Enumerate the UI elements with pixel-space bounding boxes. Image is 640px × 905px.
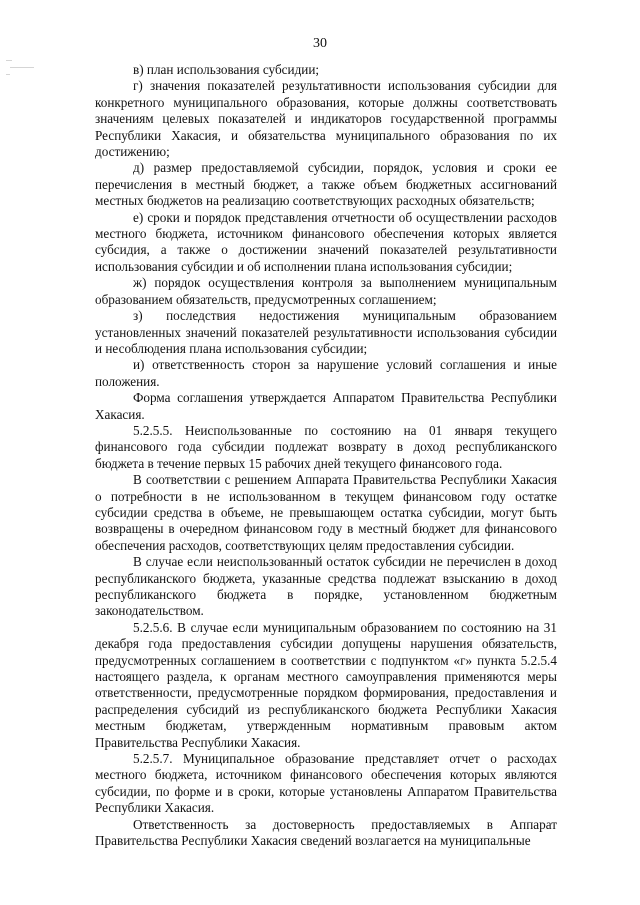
document-body: [95, 62, 557, 850]
paragraph-agreement-form: Форма соглашения утверждается Аппаратом Правительства Республики Хакасия.: [95, 390, 557, 422]
margin-scan-mark: [6, 60, 36, 100]
paragraph-item-i: и) ответственность сторон за нарушение условий соглашения и иные положения.: [95, 357, 557, 389]
paragraph-item-zh: ж) порядок осуществления контроля за выполнением муниципальным образованием обязательств, предусмотренных соглашением;: [95, 275, 557, 307]
paragraph-remainder-return: В соответствии с решением Аппарата Правительства Республики Хакасия о потребности в не использованном в текущем финансовом году остатке субсидии средства в объеме, не превышающем остатка субсидии, могут быть возвращены в очередном финансовом году в местный бюджет для финансового обеспечения расходов, соответствующих целям предоставления субсидии.: [95, 472, 557, 553]
paragraph-item-g: г) значения показателей результативности использования субсидии для конкретного муниципального образования, которые должны соответствовать значениям целевых показателей и индикаторов государственной программы Республики Хакасия, и обязательства муниципального образования по их достижению;: [95, 78, 557, 160]
paragraph-item-z: з) последствия недостижения муниципальным образованием установленных значений показателей результативности использования субсидии и несоблюдения плана использования субсидии;: [95, 308, 557, 356]
paragraph-remainder-recovery: В случае если неиспользованный остаток субсидии не перечислен в доход республиканского бюджета, указанные средства подлежат взысканию в доход республиканского бюджета в порядке, установленном бюджетным законодательством.: [95, 554, 557, 619]
paragraph-5-2-5-6: 5.2.5.6. В случае если муниципальным образованием по состоянию на 31 декабря года предоставления субсидии допущены нарушения обязательств, предусмотренных соглашением в соответствии с подпунктом «г» пункта 5.2.5.4 настоящего раздела, к органам местного самоуправления применяются меры ответственности, предусмотренные порядком формирования, предоставления и распределения субсидий из республиканского бюджета Республики Хакасия местным бюджетам, утвержденным нормативным правовым актом Правительства Республики Хакасия.: [95, 619, 557, 750]
paragraph-item-d: д) размер предоставляемой субсидии, порядок, условия и сроки ее перечисления в местный бюджет, а также объем бюджетных ассигнований местных бюджетов на реализацию соответствующих расходных обязательств;: [95, 160, 557, 209]
paragraph-item-v: в) план использования субсидии;: [133, 62, 320, 77]
paragraph-5-2-5-7: 5.2.5.7. Муниципальное образование представляет отчет о расходах местного бюджета, источником финансового обеспечения которых являются субсидии, по форме и в сроки, которые установлены Аппаратом Правительства Республики Хакасия.: [95, 751, 557, 816]
paragraph-item-e: е) сроки и порядок представления отчетности об осуществлении расходов местного бюджета, источником финансового обеспечения которых является субсидия, а также о достижении значений показателей результативности использования субсидии и об исполнении плана использования субсидии;: [95, 209, 557, 274]
page-number: 30: [313, 36, 327, 51]
paragraph-5-2-5-5: 5.2.5.5. Неиспользованные по состоянию на 01 января текущего финансового года субсидии подлежат возврату в доход республиканского бюджета в течение первых 15 рабочих дней текущего финансового года.: [95, 422, 557, 471]
paragraph-responsibility: Ответственность за достоверность предоставляемых в Аппарат Правительства Республики Хакасия сведений возлагается на муниципальные: [95, 816, 557, 849]
